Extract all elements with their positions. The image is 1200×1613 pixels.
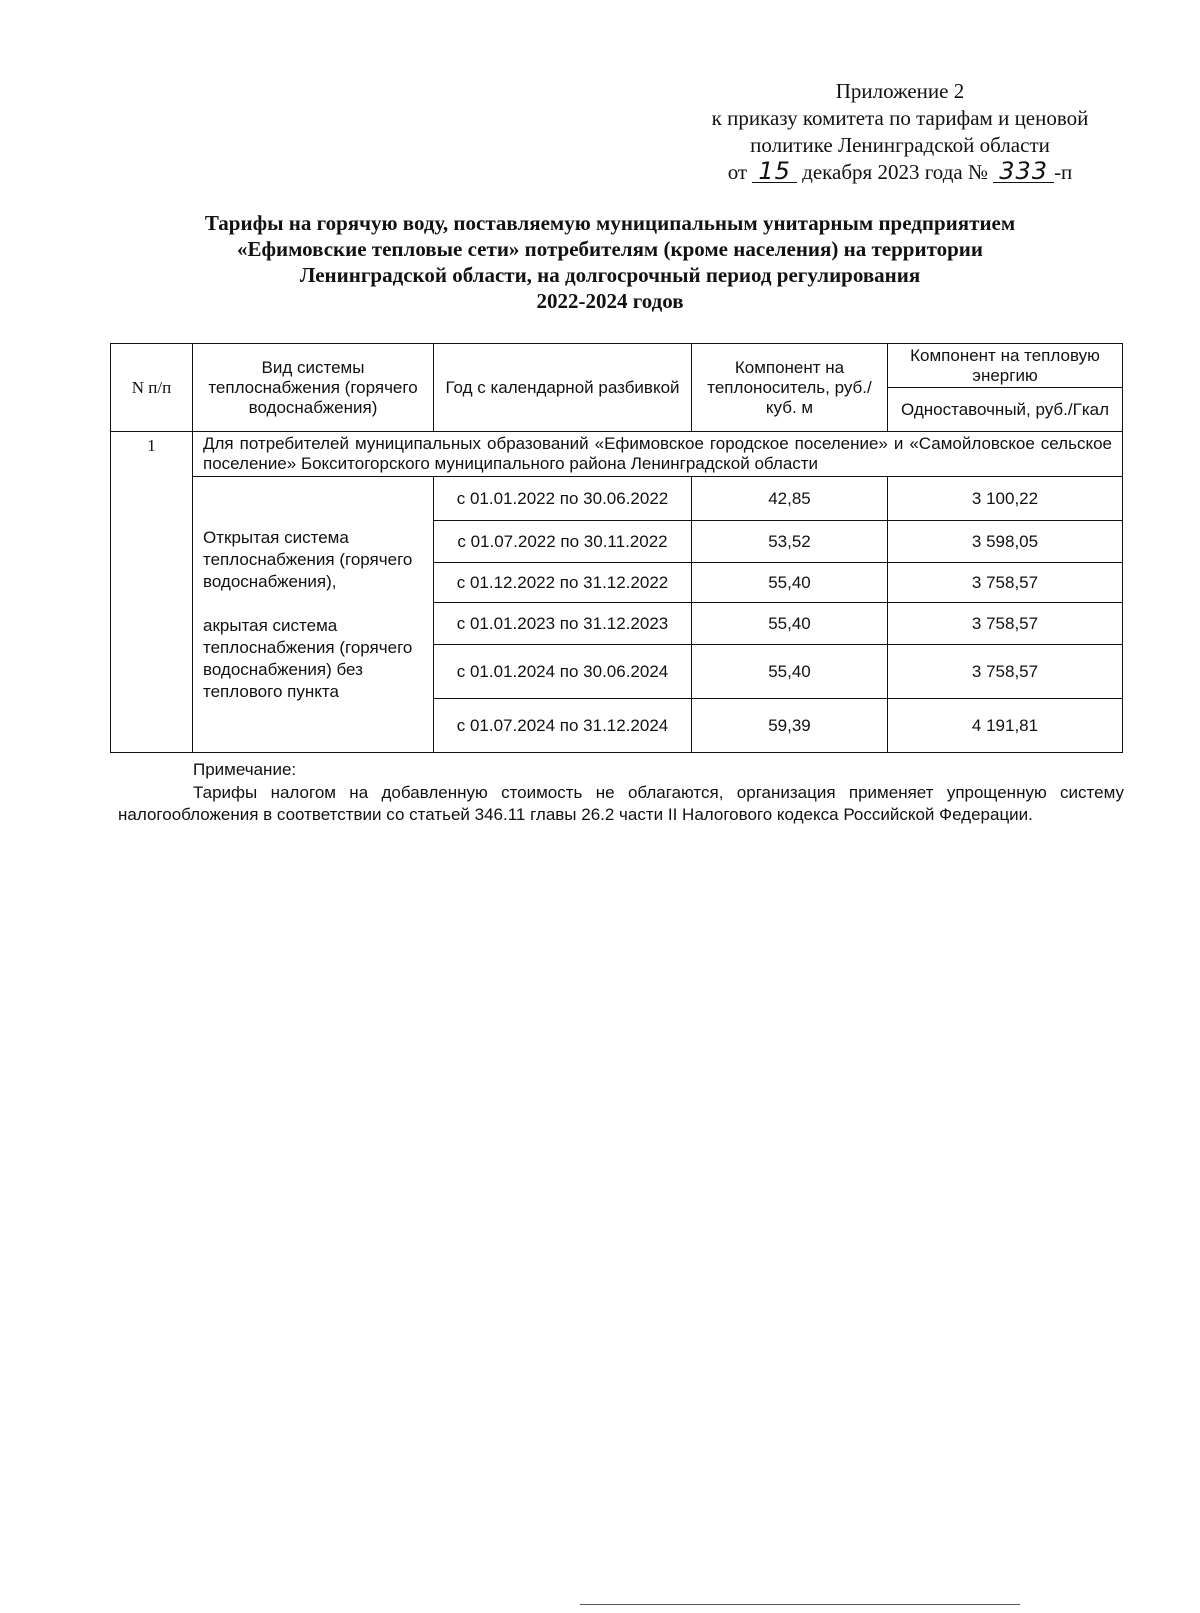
period-cell: с 01.07.2024 по 31.12.2024 xyxy=(434,699,692,753)
region-row xyxy=(111,432,1123,477)
header-system-type: Вид системы теплоснабжения (горячего водоснабжения) xyxy=(193,344,434,432)
date-prefix: от xyxy=(727,160,748,184)
energy-cell: 3 758,57 xyxy=(888,645,1123,699)
energy-cell: 3 758,57 xyxy=(888,603,1123,645)
system-type-cell xyxy=(193,477,434,753)
table-row xyxy=(111,477,1123,521)
order-suffix: -п xyxy=(1054,160,1073,184)
header-energy: Компонент на тепловую энергию xyxy=(888,344,1123,388)
title-line-2: «Ефимовские тепловые сети» потребителям (кроме населения) на территории xyxy=(236,237,984,261)
header-carrier: Компонент на теплоноситель, руб./куб. м xyxy=(692,344,888,432)
document-title xyxy=(110,210,1110,314)
energy-cell: 3 598,05 xyxy=(888,521,1123,563)
header-period: Год с календарной разбивкой xyxy=(434,344,692,432)
row-number: 1 xyxy=(111,432,193,753)
title-line-1: Тарифы на горячую воду, поставляемую муниципальным унитарным предприятием xyxy=(204,211,1016,235)
carrier-cell: 53,52 xyxy=(692,521,888,563)
system-open: Открытая система теплоснабжения (горячего водоснабжения), xyxy=(203,527,413,591)
order-date-line xyxy=(660,159,1140,186)
header-energy-sub: Одноставочный, руб./Гкал xyxy=(888,388,1123,432)
carrier-cell: 55,40 xyxy=(692,645,888,699)
appendix-line-3: политике Ленинградской области xyxy=(750,133,1050,157)
month-year: декабря 2023 года № xyxy=(802,160,988,184)
title-line-4: 2022-2024 годов xyxy=(536,289,684,313)
carrier-cell: 55,40 xyxy=(692,603,888,645)
period-cell: с 01.01.2022 по 30.06.2022 xyxy=(434,477,692,521)
handwritten-day: 15 xyxy=(752,160,797,183)
period-cell: с 01.01.2024 по 30.06.2024 xyxy=(434,645,692,699)
energy-cell: 4 191,81 xyxy=(888,699,1123,753)
energy-cell: 3 100,22 xyxy=(888,477,1123,521)
carrier-cell: 59,39 xyxy=(692,699,888,753)
title-line-3: Ленинградской области, на долгосрочный период регулирования xyxy=(299,263,921,287)
system-closed: акрытая система теплоснабжения (горячего водоснабжения) без теплового пункта xyxy=(203,615,413,701)
carrier-cell: 42,85 xyxy=(692,477,888,521)
appendix-line-1: Приложение 2 xyxy=(835,79,965,103)
note-text: Тарифы налогом на добавленную стоимость не облагаются, организация применяет упрощенную систему налогообложения в соответствии со статьей 346.11 главы 26.2 части II Налогового кодекса Российской Федерации. xyxy=(118,783,1124,824)
period-cell: с 01.07.2022 по 30.11.2022 xyxy=(434,521,692,563)
appendix-line-2: к приказу комитета по тарифам и ценовой xyxy=(711,106,1089,130)
header-num: N п/п xyxy=(111,344,193,432)
header-row xyxy=(111,344,1123,388)
energy-cell: 3 758,57 xyxy=(888,563,1123,603)
carrier-cell: 55,40 xyxy=(692,563,888,603)
scan-edge-line xyxy=(580,1604,1020,1605)
handwritten-order-number: 333 xyxy=(993,160,1054,183)
tariff-table xyxy=(110,343,1123,753)
appendix-header xyxy=(660,78,1140,186)
region-description: Для потребителей муниципальных образований «Ефимовское городское поселение» и «Самойловское сельское поселение» Бокситогорского муниципального района Ленинградской области xyxy=(193,432,1123,477)
period-cell: с 01.01.2023 по 31.12.2023 xyxy=(434,603,692,645)
note-label: Примечание: xyxy=(193,760,297,779)
period-cell: с 01.12.2022 по 31.12.2022 xyxy=(434,563,692,603)
